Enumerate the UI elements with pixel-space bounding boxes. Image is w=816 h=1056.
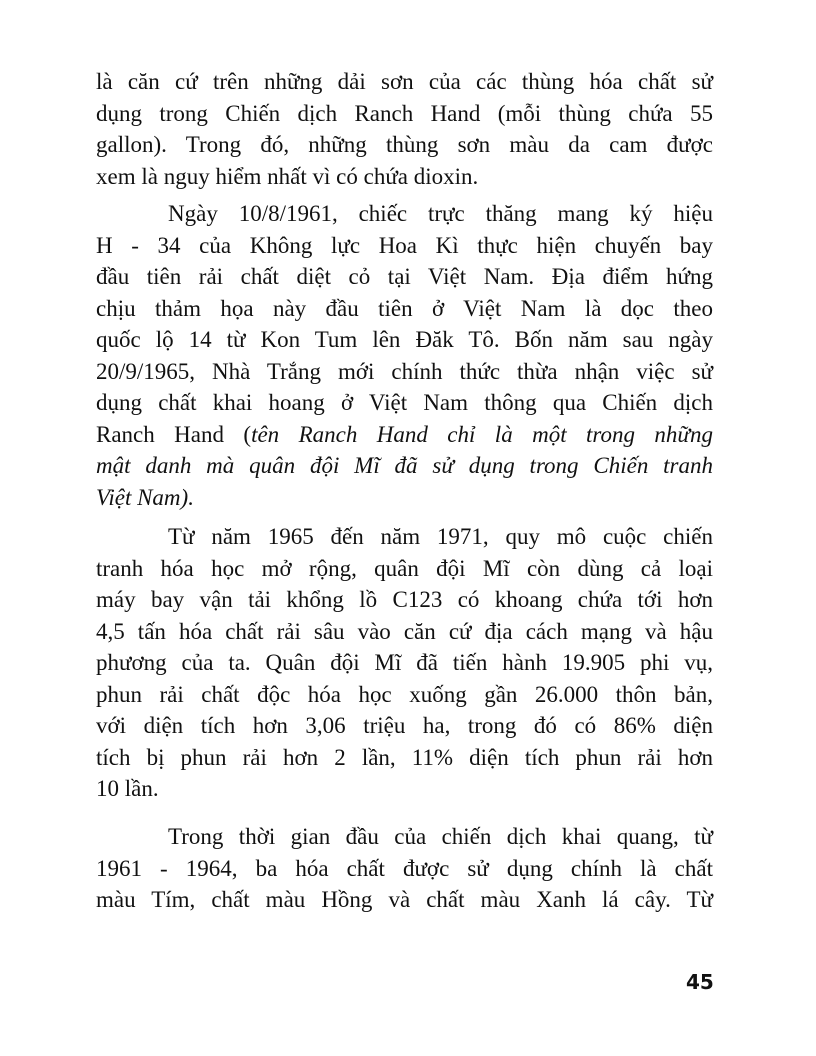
text-line: 4,5 tấn hóa chất rải sâu vào căn cứ địa cách mạng và hậu bbox=[96, 618, 713, 644]
paragraph-4 bbox=[96, 821, 713, 916]
text-line: 20/9/1965, Nhà Trắng mới chính thức thừa nhận việc sử bbox=[96, 358, 713, 384]
text-line: dụng trong Chiến dịch Ranch Hand (mỗi thùng chứa 55 bbox=[96, 100, 713, 126]
italic-note: tên Ranch Hand chỉ là một trong những bbox=[251, 421, 713, 447]
text-line: dụng chất khai hoang ở Việt Nam thông qua Chiến dịch bbox=[96, 390, 713, 415]
text-line: phương của ta. Quân đội Mĩ đã tiến hành 19.905 phi vụ, bbox=[96, 650, 713, 675]
text-line: xem là nguy hiểm nhất vì có chứa dioxin. bbox=[96, 163, 479, 189]
text-line: đầu tiên rải chất diệt cỏ tại Việt Nam. Địa điểm hứng bbox=[96, 264, 713, 289]
text-line: máy bay vận tải khổng lồ C123 có khoang chứa tới hơn bbox=[96, 587, 713, 612]
text-line: 1961 - 1964, ba hóa chất được sử dụng chính là chất bbox=[96, 855, 713, 881]
text-line bbox=[96, 419, 713, 451]
text-line: màu Tím, chất màu Hồng và chất màu Xanh lá cây. Từ bbox=[96, 887, 713, 912]
text-line: chịu thảm họa này đầu tiên ở Việt Nam là dọc theo bbox=[96, 295, 713, 321]
paragraph-1 bbox=[96, 66, 713, 192]
text-segment: Ranch Hand ( bbox=[96, 421, 252, 447]
text-line: H - 34 của Không lực Hoa Kì thực hiện chuyến bay bbox=[96, 232, 713, 258]
text-line: phun rải chất độc hóa học xuống gần 26.000 thôn bản, bbox=[96, 681, 713, 707]
text-line: quốc lộ 14 từ Kon Tum lên Đăk Tô. Bốn năm sau ngày bbox=[96, 327, 713, 352]
text-line: 10 lần. bbox=[96, 776, 159, 801]
text-line: gallon). Trong đó, những thùng sơn màu da cam được bbox=[96, 132, 713, 157]
text-line: Trong thời gian đầu của chiến dịch khai quang, từ bbox=[168, 824, 713, 849]
text-line: là căn cứ trên những dải sơn của các thùng hóa chất sử bbox=[96, 69, 713, 94]
paragraph-2 bbox=[96, 198, 713, 513]
text-line: tích bị phun rải hơn 2 lần, 11% diện tích phun rải hơn bbox=[96, 744, 713, 770]
text-line: Từ năm 1965 đến năm 1971, quy mô cuộc chiến bbox=[168, 524, 713, 549]
text-line: tranh hóa học mở rộng, quân đội Mĩ còn dùng cả loại bbox=[96, 555, 713, 581]
page-number: 45 bbox=[686, 970, 714, 994]
italic-note: Việt Nam). bbox=[96, 484, 194, 510]
text-line: với diện tích hơn 3,06 triệu ha, trong đó có 86% diện bbox=[96, 713, 713, 738]
italic-note: mật danh mà quân đội Mĩ đã sử dụng trong Chiến tranh bbox=[96, 453, 713, 478]
text-line: Ngày 10/8/1961, chiếc trực thăng mang ký hiệu bbox=[168, 201, 713, 226]
paragraph-3 bbox=[96, 521, 713, 805]
